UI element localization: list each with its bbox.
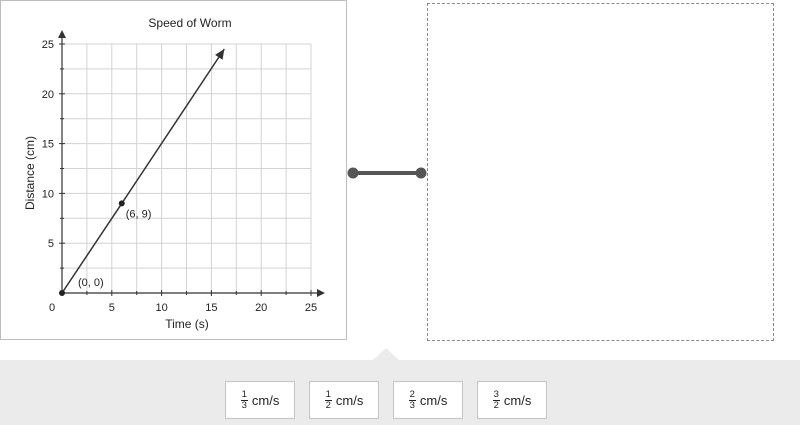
x-tick-label: 25 (304, 302, 318, 314)
graph-card (0, 0, 347, 340)
answer-tile-two-thirds[interactable] (393, 381, 463, 419)
fraction-numerator: 1 (241, 388, 247, 400)
y-tick-label: 20 (41, 88, 54, 101)
answer-tile-one-half[interactable] (309, 381, 379, 419)
fraction-numerator: 3 (493, 388, 499, 400)
data-point (59, 290, 65, 296)
data-point-label: (6, 9) (125, 208, 152, 221)
data-line-arrow (215, 49, 224, 60)
tray-pointer (373, 348, 399, 360)
x-tick-label: 10 (155, 302, 168, 314)
fraction (409, 390, 416, 411)
answer-tiles (225, 381, 547, 419)
answer-tile-three-halves[interactable] (477, 381, 547, 419)
y-tick-label: 5 (47, 238, 54, 251)
answer-tile-one-third[interactable] (225, 381, 295, 419)
x-tick-label: 20 (255, 302, 268, 314)
x-axis-label: Time (s) (165, 317, 209, 331)
connector-end-handle[interactable] (416, 168, 427, 179)
y-tick-label: 10 (41, 188, 54, 201)
tile-unit: cm/s (251, 392, 280, 408)
x-tick-label: 15 (205, 302, 218, 314)
y-axis-arrow (58, 30, 66, 38)
chart-title: Speed of Worm (148, 16, 232, 30)
fraction-numerator: 2 (409, 388, 415, 400)
speed-of-worm-chart (1, 1, 346, 339)
data-point-label: (0, 0) (78, 277, 104, 289)
fraction-numerator: 1 (325, 388, 331, 400)
fraction (493, 390, 500, 411)
connector-start-handle[interactable] (348, 168, 359, 179)
fraction-denominator: 3 (409, 399, 415, 411)
x-tick-label: 0 (48, 302, 56, 314)
data-line (62, 49, 224, 293)
match-connector[interactable] (347, 164, 429, 182)
data-point (119, 200, 125, 206)
answer-drop-zone[interactable] (427, 3, 774, 341)
tile-unit: cm/s (335, 392, 364, 408)
fraction (241, 390, 248, 411)
fraction-denominator: 2 (325, 399, 331, 411)
tile-unit: cm/s (419, 392, 448, 408)
x-axis-arrow (317, 289, 325, 297)
y-axis-label: Distance (cm) (23, 135, 37, 211)
fraction (325, 390, 332, 411)
tile-unit: cm/s (503, 392, 532, 408)
fraction-denominator: 3 (241, 399, 247, 411)
y-tick-label: 15 (41, 138, 54, 151)
fraction-denominator: 2 (493, 399, 499, 411)
x-tick-label: 5 (108, 302, 115, 314)
y-tick-label: 25 (41, 39, 54, 51)
